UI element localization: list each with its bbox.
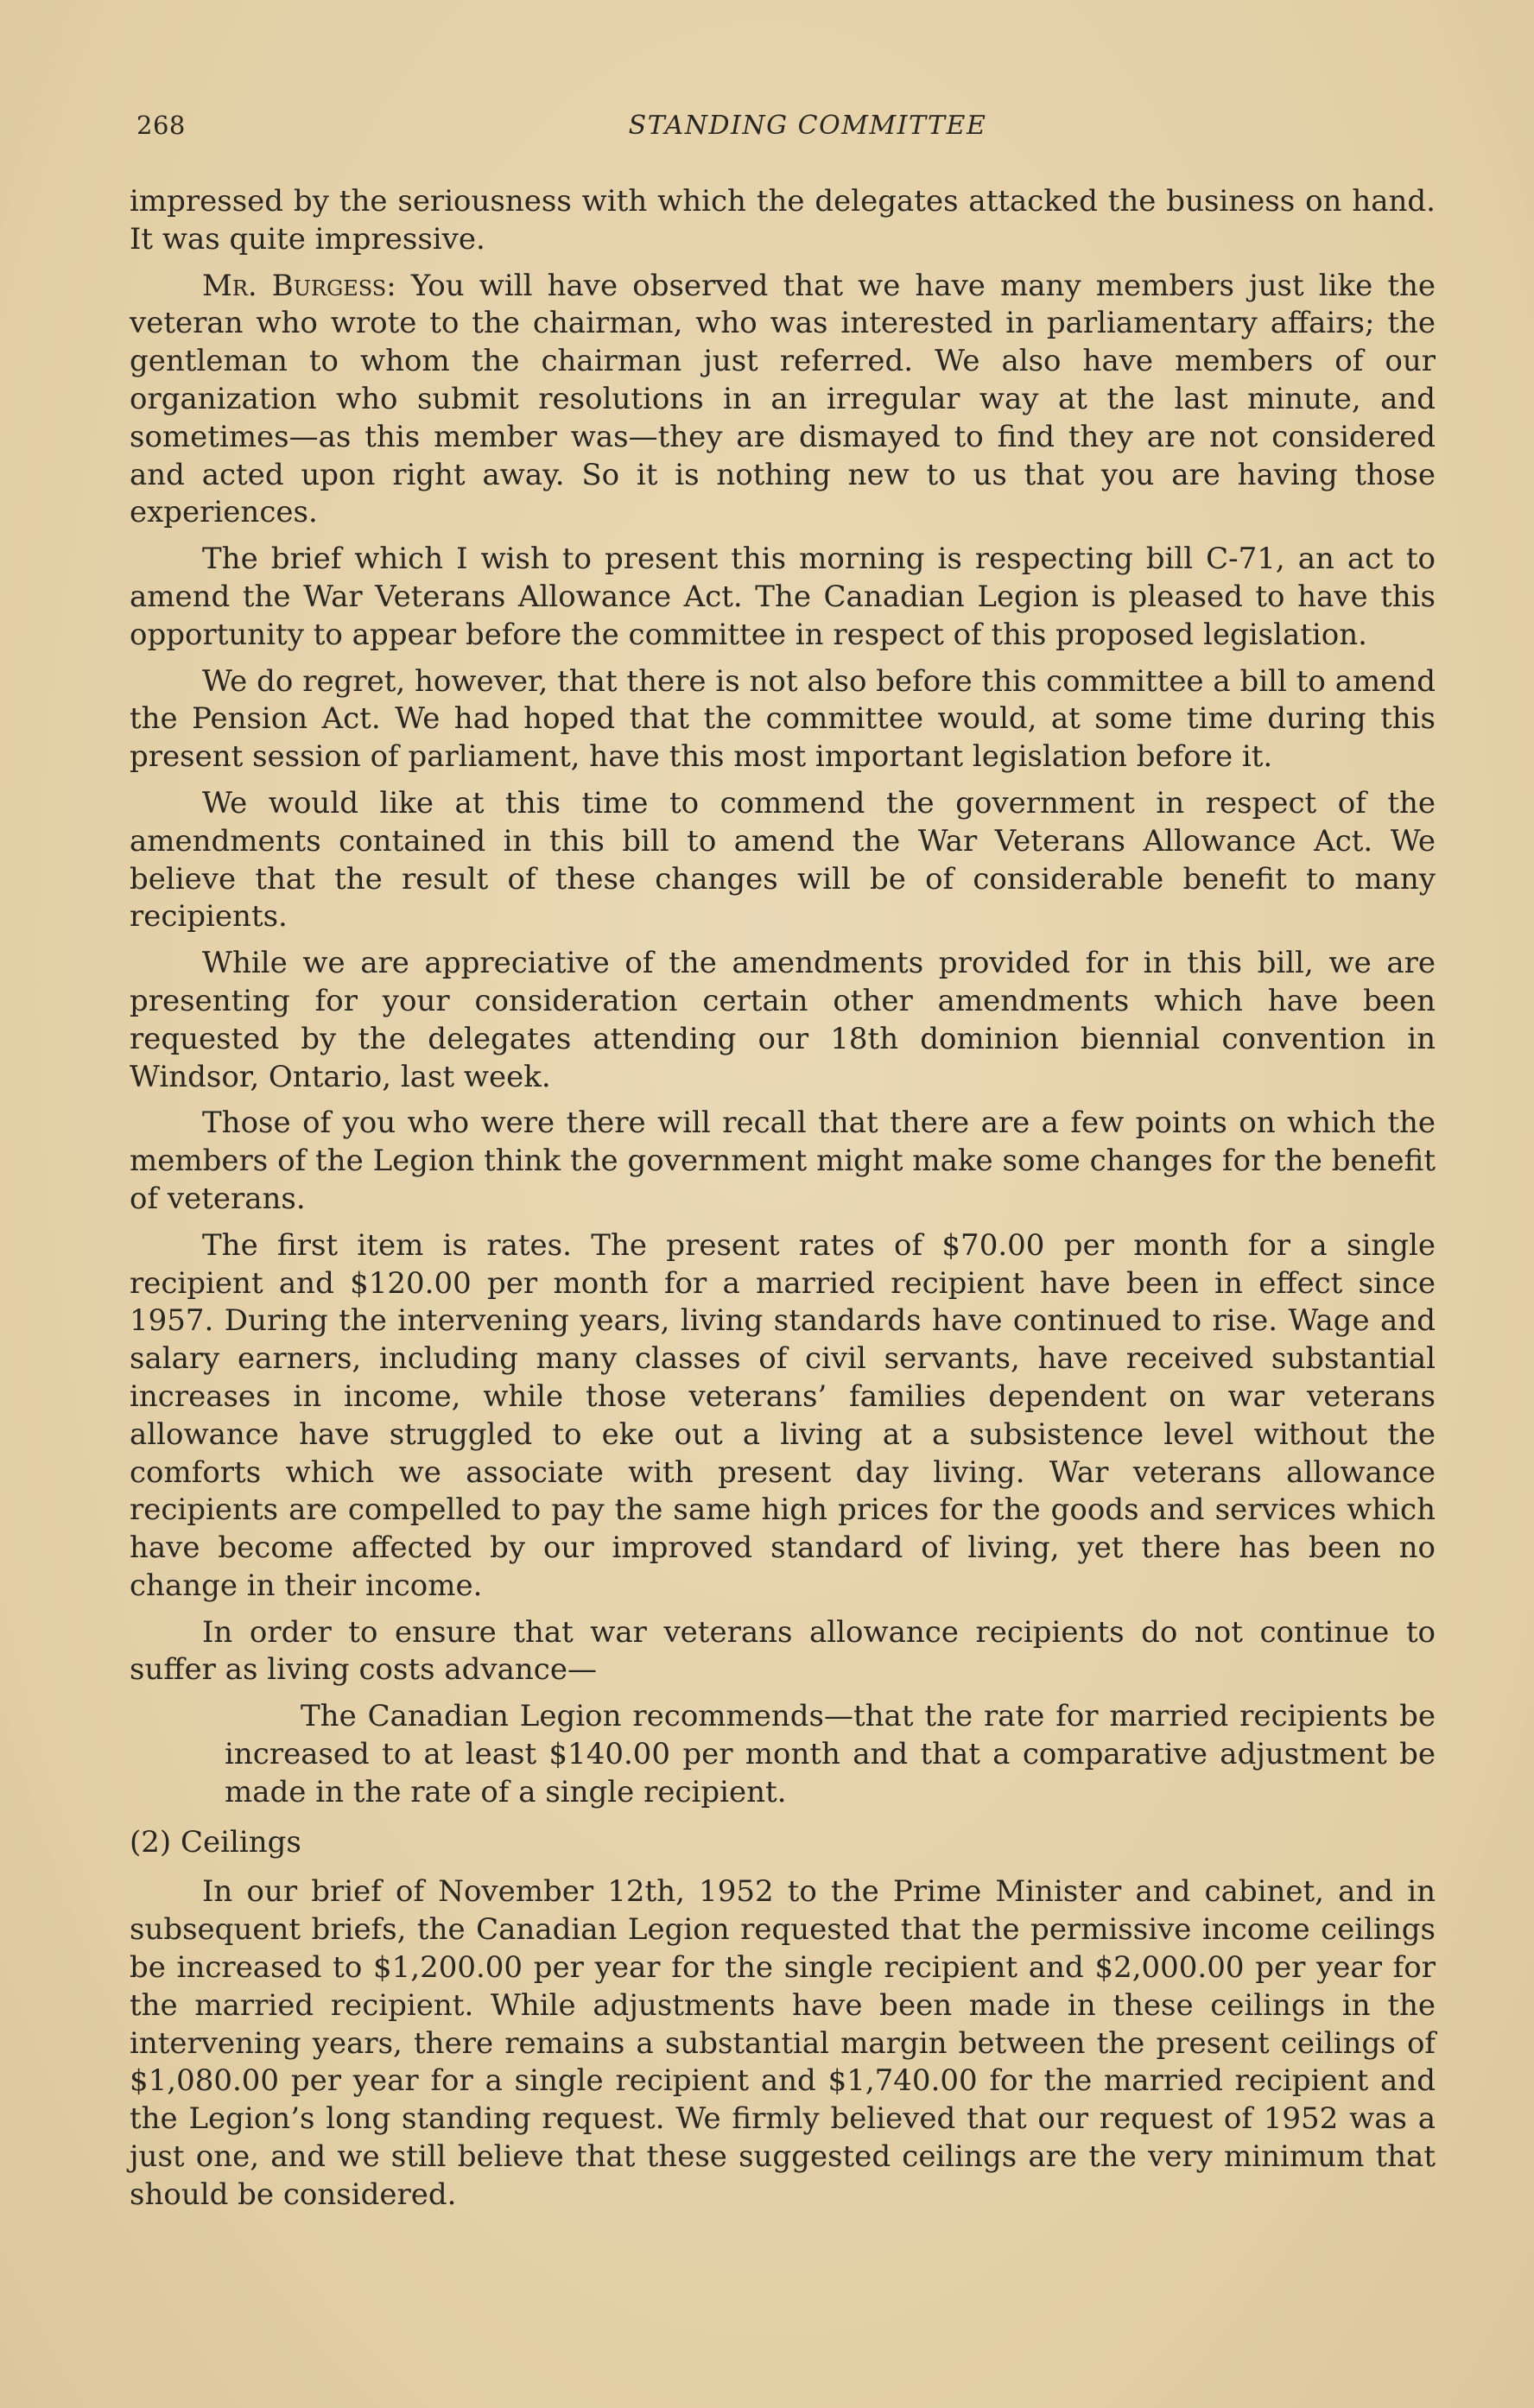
paragraph-text: The brief which I wish to present this morning is respecting bill C-71, an act to amend the War Veterans Allowance Act. The Canadian Legion is pleased to have this opportunity to appear before the committee in respect of this proposed legislation. [130,542,1436,652]
speaker-paragraph [130,268,1436,533]
running-head: STANDING COMMITTEE [628,111,987,141]
paragraph-text: While we are appreciative of the amendments provided for in this bill, we are presenting for your consideration certain other amendments which have been requested by the delegates attending our 18th dominion biennial convention in Windsor, Ontario, last week. [130,946,1436,1094]
paragraph: In our brief of November 12th, 1952 to the Prime Minister and cabinet, and in subsequent briefs, the Canadian Legion requested that the permissive income ceilings be increased to $1,200.00 per year for the single recipient and $2,000.00 per year for the married recipient. While adjustments have been made in these ceilings in the intervening years, there remains a substantial margin between the present ceilings of $1,080.00 per year for a single recipient and $1,740.00 for the married recipient and the Legion’s long standing request. We firmly believed that our request of 1952 was a just one, and we still believe that these suggested ceilings are the very minimum that should be considered. [130,1874,1436,2212]
page-header [130,111,1434,149]
paragraph [130,1227,1436,1606]
paragraph-text: You will have observed that we have many members just like the veteran who wrote to the chairman, who was interested in parliamentary affairs; the gentleman to whom the chairman just referred. We also have members of our organization who submit resolutions in an irregular way at the last minute, and sometimes—as this member was—they are dismayed to find they are not considered and acted upon right away. So it is nothing new to us that you are having those experiences. [130,268,1436,530]
paragraph [130,183,1436,259]
paragraph-text: We would like at this time to commend the government in respect of the amendments contained in this bill to amend the War Veterans Allowance Act. We believe that the result of these changes will be of considerable benefit to many recipients. [130,785,1436,935]
section-heading: (2) Ceilings [130,1824,301,1860]
speaker-name: Mr. Burgess: [202,268,396,303]
paragraph-text: impressed by the seriousness with which the delegates attacked the business on hand. It was quite impressive. [130,184,1436,257]
paragraph-text: In order to ensure that war veterans allowance recipients do not continue to suffer as living costs advance— [130,1614,1436,1688]
paragraph [130,1105,1436,1218]
paragraph [130,663,1436,776]
page-number: 268 [136,111,186,140]
paragraph [130,1614,1436,1690]
paragraph [130,785,1436,936]
paragraph-text: We do regret, however, that there is not also before this committee a bill to amend the Pension Act. We had hoped that the committee would, at some time during this present session of parliament, have this most important legislation before it. [130,663,1436,775]
paragraph [130,541,1436,654]
paragraph [130,945,1436,1096]
paragraph-text: Those of you who were there will recall that there are a few points on which the members of the Legion think the government might make some changes for the benefit of veterans. [130,1106,1436,1216]
document-body [130,183,1436,2223]
paragraph-text: The first item is rates. The present rates of $70.00 per month for a single recipient and $120.00 per month for a married recipient have been in effect since 1957. During the intervening years, living standards have continued to rise. Wage and salary earners, including many classes of civil servants, have received substantial increases in income, while those veterans’ families dependent on war veterans allowance have struggled to eke out a living at a subsistence level without the comforts which we associate with present day living. War veterans allowance recipients are compelled to pay the same high prices for the goods and services which have become affected by our improved standard of living, yet there has been no change in their income. [130,1227,1436,1603]
recommendation-quote: The Canadian Legion recommends—that the rate for married recipients be increased to at least $140.00 per month and that a comparative adjustment be made in the rate of a single recipient. [225,1699,1436,1809]
